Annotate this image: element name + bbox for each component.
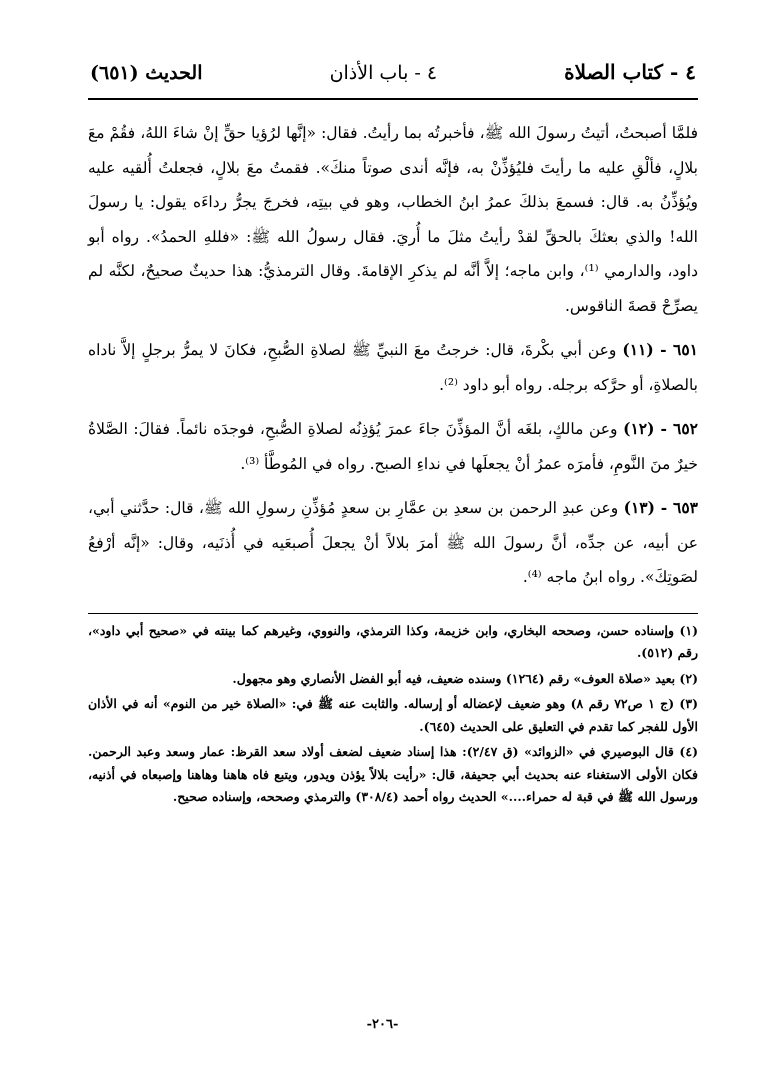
document-page bbox=[88, 60, 698, 1060]
hadith-651-text: وعن أبي بكْرةَ، قال: خرجتُ معَ النبيِّ ﷺ لصلاةِ الصُّبحِ، فكانَ لا يمرُّ برجلٍ إلاَّ ناداه بالصلاةِ، أو حرَّكه برجله. رواه أبو داود ⁽²⁾. bbox=[88, 341, 698, 394]
hadith-651-number: ٦٥١ - (١١) bbox=[622, 340, 698, 359]
footnote-4: (٤) قال البوصيري في «الزوائد» (ق ٢/٤٧): هذا إسناد ضعيف لضعف أولاد سعد القرظ: عمار وسعد وعبد الرحمن. فكان الأولى الاستغناء عنه بحديث أبي جحيفة، قال: «رأيت بلالاً يؤذن ويدور، ويتبع فاه هاهنا وهاهنا وإصبعاه في أذنيه، ورسول الله ﷺ في قبة له حمراء....» الحديث رواه أحمد (٣٠٨/٤) والترمذي وصححه، وإسناده صحيح. bbox=[88, 744, 698, 804]
hadith-652-text: وعن مالكٍ، بلغَه أنَّ المؤذِّنَ جاءَ عمرَ يُؤذِنُه لصلاةِ الصُّبحِ، فوجدَه نائماً. فقالَ: الصَّلاةُ خيرٌ منَ النَّومِ، فأمرَه عمرُ أنْ يجعلَها في نداءِ الصبح. رواه في المُوطَّأ ⁽³⁾. bbox=[88, 420, 698, 473]
footnote-1: (١) وإسناده حسن، وصححه البخاري، وابن خزيمة، وكذا الترمذي، والنووي، وغيرهم كما بينته في «صحيح أبي داود»، رقم (٥١٢). bbox=[88, 622, 698, 660]
hadith-number-header: الحديث (٦٥١) bbox=[90, 62, 203, 84]
hadith-652 bbox=[88, 412, 698, 481]
page-number: -٢٠٦- bbox=[366, 1017, 399, 1032]
paragraph-continuation: فلمَّا أصبحتُ، أتيتُ رسولَ الله ﷺ، فأخبرتُه بما رأيتُ. فقال: «إنَّها لرُؤيا حقٍّ إنْ شاءَ اللهُ، فقُمْ معَ بلالٍ، فألْقِ عليه ما رأيتَ فليُؤذِّنْ به، فإنَّه أندى صوتاً منكَ». فقمتُ معَ بلالٍ، فجعلتُ أُلقيه عليه ويُؤذِّنُ به. قال: فسمعَ بذلكَ عمرُ ابنُ الخطاب، وهو في بيتِه، فخرجَ يجرُّ رداءَه يقول: يا رسولَ الله! والذي بعثكَ بالحقِّ لقدْ رأيتُ مثلَ ما أُريَ. فقال رسولُ الله ﷺ: «فللهِ الحمدُ». رواه أبو داود، والدارمي ⁽¹⁾، وابن ماجه؛ إلاَّ أنَّه لم يذكرِ الإقامةَ. وقال الترمذيُّ: هذا حديثٌ صحيحٌ، لكنَّه لم يصرِّحْ قصةَ الناقوس. bbox=[88, 124, 698, 315]
book-title: ٤ - كتاب الصلاة bbox=[564, 60, 696, 84]
chapter-title: ٤ - باب الأذان bbox=[329, 62, 438, 84]
hadith-653-text: وعن عبدِ الرحمن بن سعدِ بن عمَّارِ بن سعدٍ مُؤذِّنِ رسولِ الله ﷺ، قال: حدَّثني أبي، عن أبيه، عن جدِّه، أنَّ رسولَ الله ﷺ أمرَ بلالاً أنْ يجعلَ أُصبعَيه في أُذنَيه، وقال: «إنَّه أرْفعُ لصَوتِكَ». رواه ابنُ ماجه ⁽⁴⁾. bbox=[88, 499, 698, 586]
footnotes bbox=[88, 613, 698, 809]
main-text bbox=[88, 116, 698, 595]
hadith-653 bbox=[88, 491, 698, 595]
footnote-3: (٣) (ج ١ ص٧٢ رقم ٨) وهو ضعيف لإعضاله أو إرساله. والثابت عنه ﷺ في: «الصلاة خير من النوم» أنه في الأذان الأول للفجر كما تقدم في التعليق على الحديث (٦٤٥). bbox=[88, 696, 698, 734]
hadith-652-number: ٦٥٢ - (١٢) bbox=[623, 419, 698, 438]
footnote-2: (٢) بعيد «صلاة العوف» رقم (١٢٦٤) وسنده ضعيف، فيه أبو الفضل الأنصاري وهو مجهول. bbox=[232, 670, 698, 686]
page-header bbox=[88, 60, 698, 100]
hadith-651 bbox=[88, 333, 698, 402]
hadith-653-number: ٦٥٣ - (١٣) bbox=[623, 498, 699, 517]
